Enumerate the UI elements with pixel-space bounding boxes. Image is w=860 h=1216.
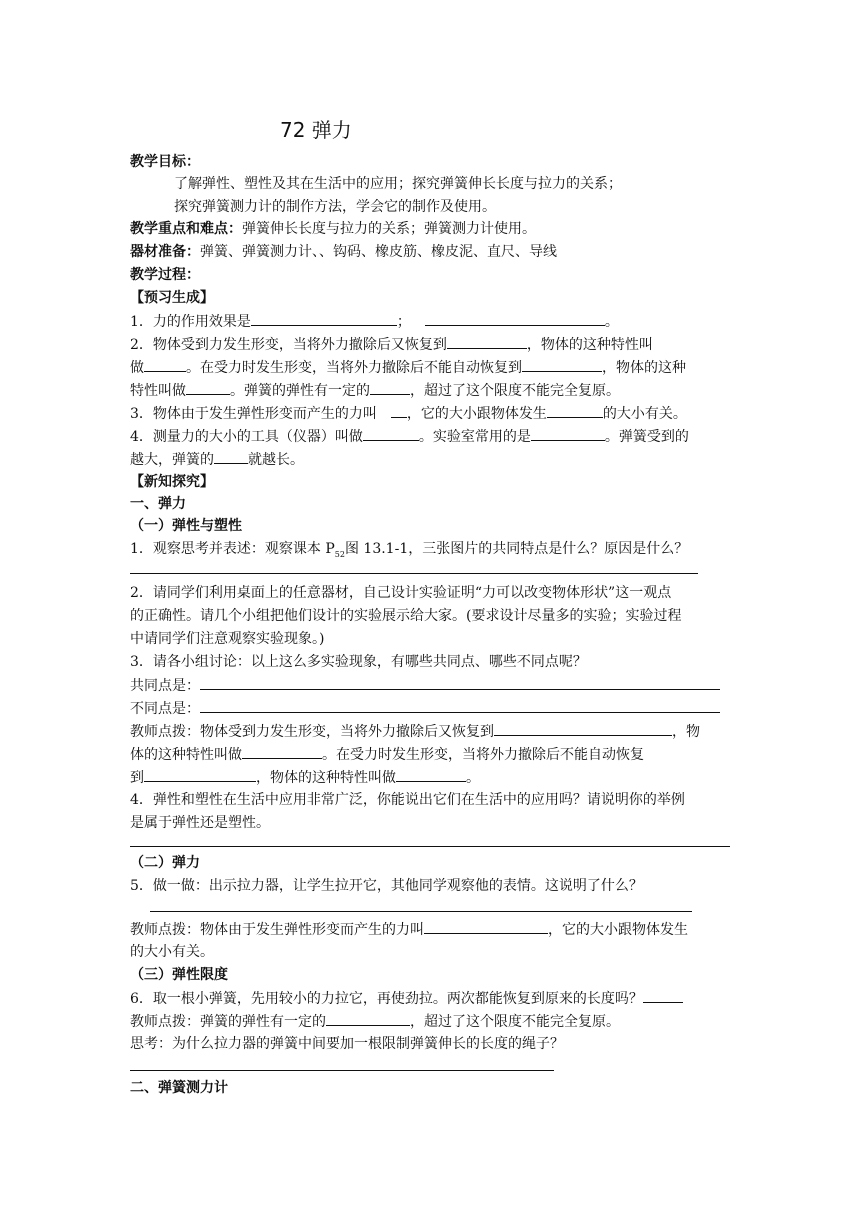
preview-q3-text: ，它的大小跟物体发生 bbox=[406, 406, 547, 422]
preview-q2-text: 。在受力时发生形变，当将外力撤除后不能自动恢复到 bbox=[186, 360, 522, 376]
answer-blank[interactable] bbox=[363, 426, 419, 441]
explore-q4-line1: 4．弹性和塑性在生活中应用非常广泛，你能说出它们在生活中的应用吗？请说明你的举例 bbox=[130, 792, 685, 808]
diff-points-row bbox=[130, 698, 720, 719]
materials-text: 弹簧、弹簧测力计、、钩码、橡皮筋、橡皮泥、直尺、导线 bbox=[200, 244, 557, 260]
preview-q2-line1 bbox=[130, 334, 653, 355]
teacher-tip-3 bbox=[130, 1011, 620, 1032]
preview-q2-text: ，超过了这个限度不能完全复原。 bbox=[410, 383, 620, 399]
preview-q4-text: 。弹簧受到的 bbox=[604, 429, 689, 445]
preview-q2-text: 做 bbox=[130, 360, 144, 376]
answer-blank[interactable] bbox=[186, 380, 230, 395]
preview-q2-text: 。弹簧的弹性有一定的 bbox=[230, 383, 370, 399]
answer-blank[interactable] bbox=[424, 919, 548, 934]
answer-line[interactable] bbox=[130, 1070, 554, 1071]
answer-blank[interactable] bbox=[251, 311, 397, 326]
diff-points-label: 不同点是： bbox=[130, 701, 200, 717]
page-title: 72 弹力 bbox=[280, 118, 352, 142]
page-subscript: 52 bbox=[334, 549, 345, 559]
answer-blank[interactable] bbox=[144, 357, 186, 372]
answer-blank[interactable] bbox=[547, 403, 603, 418]
materials bbox=[130, 242, 557, 262]
answer-blank[interactable] bbox=[643, 988, 683, 1003]
same-points-row bbox=[130, 675, 720, 696]
explore-q6 bbox=[130, 988, 683, 1009]
key-points-text: 弹簧伸长长度与拉力的关系；弹簧测力计使用。 bbox=[242, 221, 536, 237]
preview-q4-text: 。实验室常用的是 bbox=[418, 429, 531, 445]
same-points-label: 共同点是： bbox=[130, 678, 200, 694]
key-points-label: 教学重点和难点： bbox=[130, 221, 242, 237]
preview-q4-line1 bbox=[130, 426, 689, 447]
answer-blank[interactable] bbox=[447, 334, 527, 349]
preview-q3 bbox=[130, 403, 687, 424]
answer-blank[interactable] bbox=[531, 426, 605, 441]
teacher-tip-text: 教师点拨：物体受到力发生形变，当将外力撤除后又恢复到 bbox=[130, 724, 494, 740]
explore-q4-line2: 是属于弹性还是塑性。 bbox=[130, 815, 270, 831]
subsection-elastic-limit: （三）弹性限度 bbox=[130, 967, 228, 983]
teacher-tip-text: 到 bbox=[130, 770, 144, 786]
answer-blank[interactable] bbox=[144, 767, 256, 782]
explore-q2-line1: 2．请同学们利用桌面上的任意器材，自己设计实验证明“力可以改变物体形状”这一观点 bbox=[130, 585, 672, 601]
goals-line-1: 了解弹性、塑性及其在生活中的应用；探究弹簧伸长长度与拉力的关系； bbox=[174, 176, 622, 192]
teacher-tip-2-line2: 的大小有关。 bbox=[130, 944, 214, 960]
teacher-tip-1-line2 bbox=[130, 744, 644, 765]
preview-q2-text: ，物体的这种特性叫 bbox=[526, 337, 653, 353]
answer-blank[interactable] bbox=[391, 403, 407, 418]
preview-q4-text: 就越长。 bbox=[248, 452, 304, 468]
preview-q2-text: 2．物体受到力发生形变，当将外力撤除后又恢复到 bbox=[130, 337, 447, 353]
explore-q1-text: 1．观察思考并表述：观察课本 P bbox=[130, 541, 335, 557]
preview-q3-text: 的大小有关。 bbox=[602, 406, 687, 422]
answer-blank[interactable] bbox=[396, 767, 466, 782]
teacher-tip-text: 教师点拨：弹簧的弹性有一定的 bbox=[130, 1014, 326, 1030]
preview-q4-line2 bbox=[130, 449, 304, 470]
teacher-tip-text: 体的这种特性叫做 bbox=[130, 747, 242, 763]
preview-q1-text: 1．力的作用效果是 bbox=[130, 314, 251, 330]
explore-q3: 3．请各小组讨论：以上这么多实验现象，有哪些共同点、哪些不同点呢？ bbox=[130, 654, 587, 670]
preview-q4-text: 4．测量力的大小的工具（仪器）叫做 bbox=[130, 429, 363, 445]
preview-q2-text: ，物体的这种 bbox=[602, 360, 686, 376]
explore-q5: 5．做一做：出示拉力器，让学生拉开它，其他同学观察他的表情。这说明了什么？ bbox=[130, 878, 643, 894]
answer-blank[interactable] bbox=[200, 675, 720, 690]
preview-q2-line2 bbox=[130, 357, 686, 378]
preview-q1 bbox=[130, 311, 619, 332]
teacher-tip-text: ，它的大小跟物体发生 bbox=[548, 922, 688, 938]
explore-q1-text: 图 13.1-1，三张图片的共同特点是什么？原因是什么？ bbox=[344, 541, 689, 557]
process-heading: 教学过程： bbox=[130, 267, 200, 283]
answer-blank[interactable] bbox=[200, 698, 720, 713]
preview-q4-text: 越大，弹簧的 bbox=[130, 452, 214, 468]
subsection-elasticity-plasticity: （一）弹性与塑性 bbox=[130, 518, 242, 534]
explore-q1 bbox=[130, 539, 688, 565]
answer-blank[interactable] bbox=[370, 380, 410, 395]
answer-blank[interactable] bbox=[214, 449, 248, 464]
subsection-elastic-force: （二）弹力 bbox=[130, 855, 200, 871]
preview-q1-end: 。 bbox=[604, 314, 619, 330]
explore-q2-line3: 中请同学们注意观察实验现象。) bbox=[130, 631, 325, 647]
answer-blank[interactable] bbox=[242, 744, 322, 759]
preview-q2-line3 bbox=[130, 380, 620, 401]
key-points bbox=[130, 219, 536, 239]
explore-heading: 【新知探究】 bbox=[130, 474, 214, 490]
materials-label: 器材准备： bbox=[130, 244, 200, 260]
answer-line[interactable] bbox=[130, 846, 730, 847]
teacher-tip-text: 教师点拨：物体由于发生弹性形变而产生的力叫 bbox=[130, 922, 424, 938]
answer-blank[interactable] bbox=[494, 721, 672, 736]
teacher-tip-text: ，超过了这个限度不能完全复原。 bbox=[410, 1014, 620, 1030]
section-one-heading: 一、弹力 bbox=[130, 496, 186, 512]
answer-blank[interactable] bbox=[522, 357, 602, 372]
preview-q1-sep: ； bbox=[396, 314, 411, 330]
explore-q6-text: 6．取一根小弹簧，先用较小的力拉它，再使劲拉。两次都能恢复到原来的长度吗？ bbox=[130, 991, 643, 1007]
answer-line[interactable] bbox=[150, 911, 692, 912]
section-two-heading: 二、弹簧测力计 bbox=[130, 1080, 228, 1096]
goals-heading: 教学目标： bbox=[130, 154, 200, 170]
think-question: 思考：为什么拉力器的弹簧中间要加一根限制弹簧伸长的长度的绳子？ bbox=[130, 1036, 564, 1052]
teacher-tip-1-line3 bbox=[130, 767, 480, 788]
teacher-tip-2-line1 bbox=[130, 919, 688, 940]
explore-q2-line2: 的正确性。请几个小组把他们设计的实验展示给大家。(要求设计尽量多的实验；实验过程 bbox=[130, 608, 682, 624]
preview-heading: 【预习生成】 bbox=[130, 290, 214, 306]
answer-blank[interactable] bbox=[425, 311, 605, 326]
teacher-tip-text: 。在受力时发生形变，当将外力撤除后不能自动恢复 bbox=[322, 747, 644, 763]
preview-q2-text: 特性叫做 bbox=[130, 383, 186, 399]
preview-q3-text: 3．物体由于发生弹性形变而产生的力叫 bbox=[130, 406, 377, 422]
answer-line[interactable] bbox=[130, 573, 698, 574]
answer-blank[interactable] bbox=[326, 1011, 410, 1026]
teacher-tip-text: 。 bbox=[466, 770, 480, 786]
teacher-tip-1-line1 bbox=[130, 721, 700, 742]
teacher-tip-text: ，物 bbox=[672, 724, 700, 740]
teacher-tip-text: ，物体的这种特性叫做 bbox=[256, 770, 396, 786]
goals-line-2: 探究弹簧测力计的制作方法，学会它的制作及使用。 bbox=[174, 199, 496, 215]
